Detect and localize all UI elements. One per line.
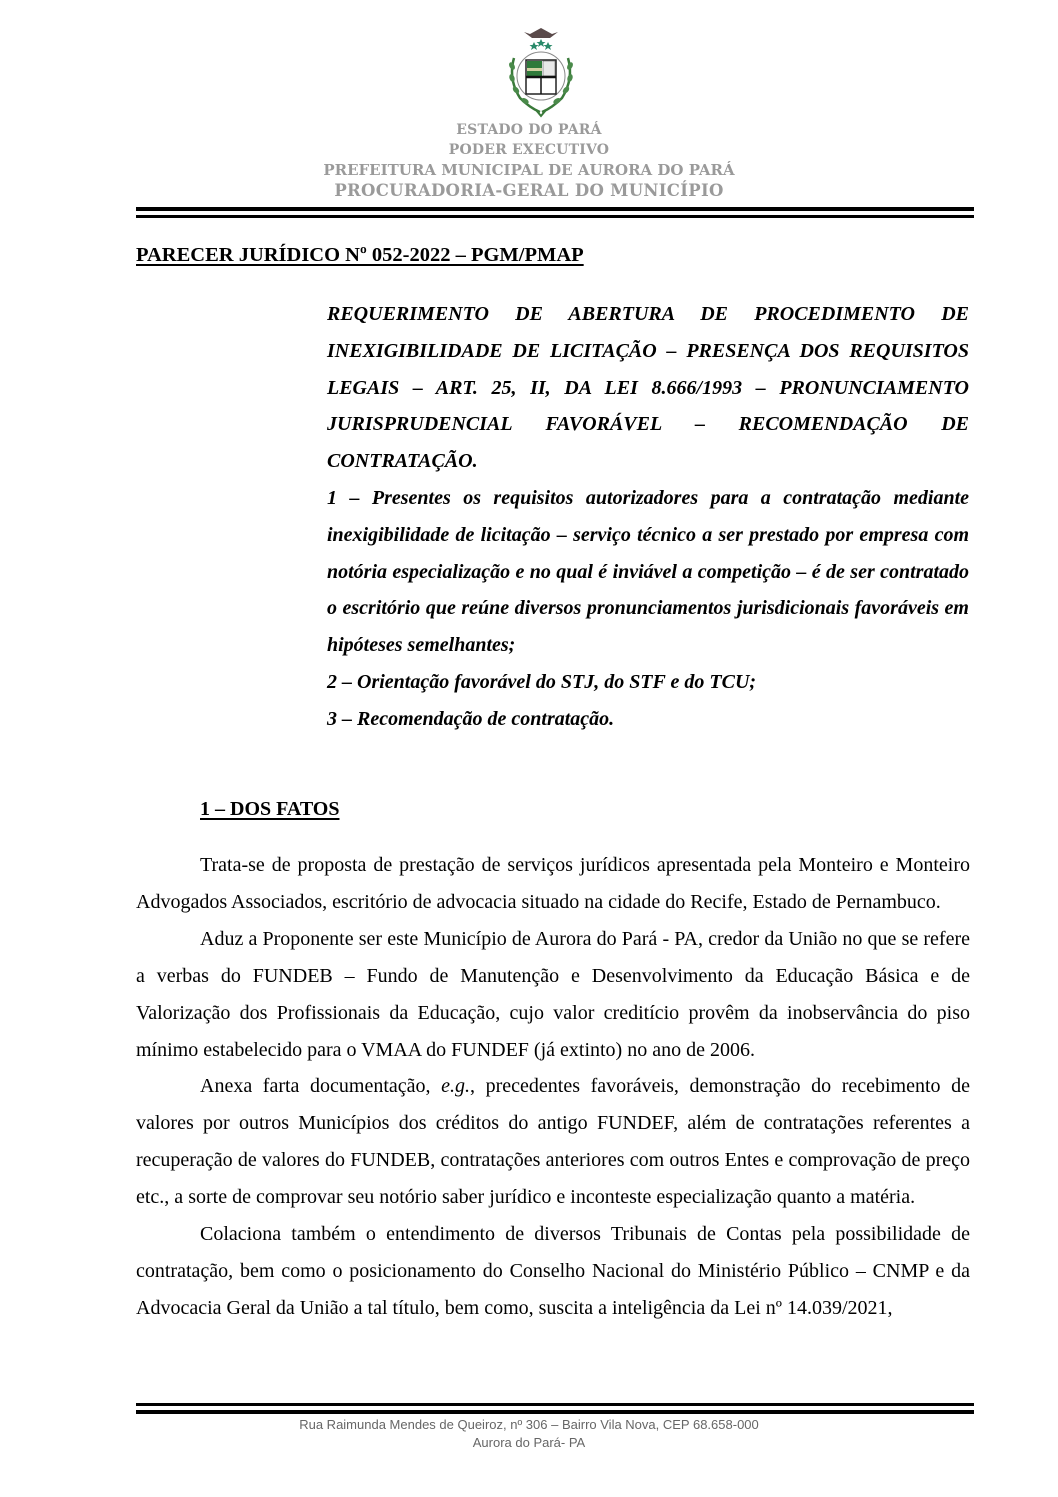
ementa-block — [327, 296, 969, 738]
section-title-facts: 1 – DOS FATOS — [200, 798, 340, 820]
paragraph-3-start: Anexa farta documentação, — [200, 1075, 442, 1098]
letterhead-state: ESTADO DO PARÁ — [456, 122, 602, 138]
letterhead-department: PROCURADORIA-GERAL DO MUNICÍPIO — [334, 181, 724, 200]
paragraph-4: Colaciona também o entendimento de diversos Tribunais de Contas pela possibilidade de contratação, bem como o posicionamento do Conselho Nacional do Ministério Público – CNMP e da Advocacia Geral da União a tal título, bem como, suscita a inteligência da Lei nº 14.039/2021, — [136, 1223, 970, 1319]
footer-address-city: Aurora do Pará- PA — [472, 1435, 586, 1450]
letterhead — [0, 120, 1058, 202]
footer-divider-thin — [136, 1403, 974, 1406]
letterhead-municipality: PREFEITURA MUNICIPAL DE AURORA DO PARÁ — [323, 161, 735, 179]
document-body — [136, 847, 970, 1327]
letterhead-power: PODER EXECUTIVO — [448, 142, 610, 158]
paragraph-3 — [136, 1068, 970, 1216]
ementa-heading: REQUERIMENTO DE ABERTURA DE PROCEDIMENTO DE INEXIGIBILIDADE DE LICITAÇÃO – PRESENÇA DOS REQUISITOS LEGAIS – ART. 25, II, DA LEI 8.666/1993 – PRONUNCIAMENTO JURISPRUDENCIAL FAVORÁVEL – RECOMENDAÇÃO DE CONTRATAÇÃO. — [327, 303, 969, 473]
ementa-item-1: 1 – Presentes os requisitos autorizadores para a contratação mediante inexigibilidade de licitação – serviço técnico a ser prestado por empresa com notória especialização e no qual é inviável a competição – é de ser contratado o escritório que reúne diversos pronunciamentos jurisdicionais favoráveis em hipóteses semelhantes; — [327, 486, 969, 657]
ementa-item-2: 2 – Orientação favorável do STJ, do STF e do TCU; — [327, 670, 757, 693]
paragraph-3-abbrev: e.g. — [441, 1075, 470, 1098]
header-divider-thick — [136, 207, 974, 211]
header-divider-thin — [136, 215, 974, 218]
coat-of-arms-icon — [500, 24, 582, 120]
footer-address-street: Rua Raimunda Mendes de Queiroz, nº 306 – Bairro Vila Nova, CEP 68.658-000 — [299, 1417, 759, 1432]
paragraph-1: Trata-se de proposta de prestação de serviços jurídicos apresentada pela Monteiro e Monteiro Advogados Associados, escritório de advocacia situado na cidade do Recife, Estado de Pernambuco. — [136, 854, 970, 913]
footer-address — [0, 1416, 1058, 1452]
document-title: PARECER JURÍDICO Nº 052-2022 – PGM/PMAP — [136, 244, 584, 266]
ementa-item-3: 3 – Recomendação de contratação. — [327, 707, 615, 730]
footer-divider-thick — [136, 1410, 974, 1414]
paragraph-3-end: , precedentes favoráveis, demonstração do recebimento de valores por outros Municípios dos créditos do antigo FUNDEF, além de contratações referentes a recuperação de valores do FUNDEB, contratações anteriores com outros Entes e comprovação de preço etc., a sorte de comprovar seu notório saber jurídico e inconteste especialização quanto a matéria. — [136, 1075, 970, 1209]
paragraph-2: Aduz a Proponente ser este Município de Aurora do Pará - PA, credor da União no que se refere a verbas do FUNDEB – Fundo de Manutenção e Desenvolvimento da Educação Básica e de Valorização dos Profissionais da Educação, cujo valor creditício provêm da inobservância do piso mínimo estabelecido para o VMAA do FUNDEF (já extinto) no ano de 2006. — [136, 927, 970, 1061]
